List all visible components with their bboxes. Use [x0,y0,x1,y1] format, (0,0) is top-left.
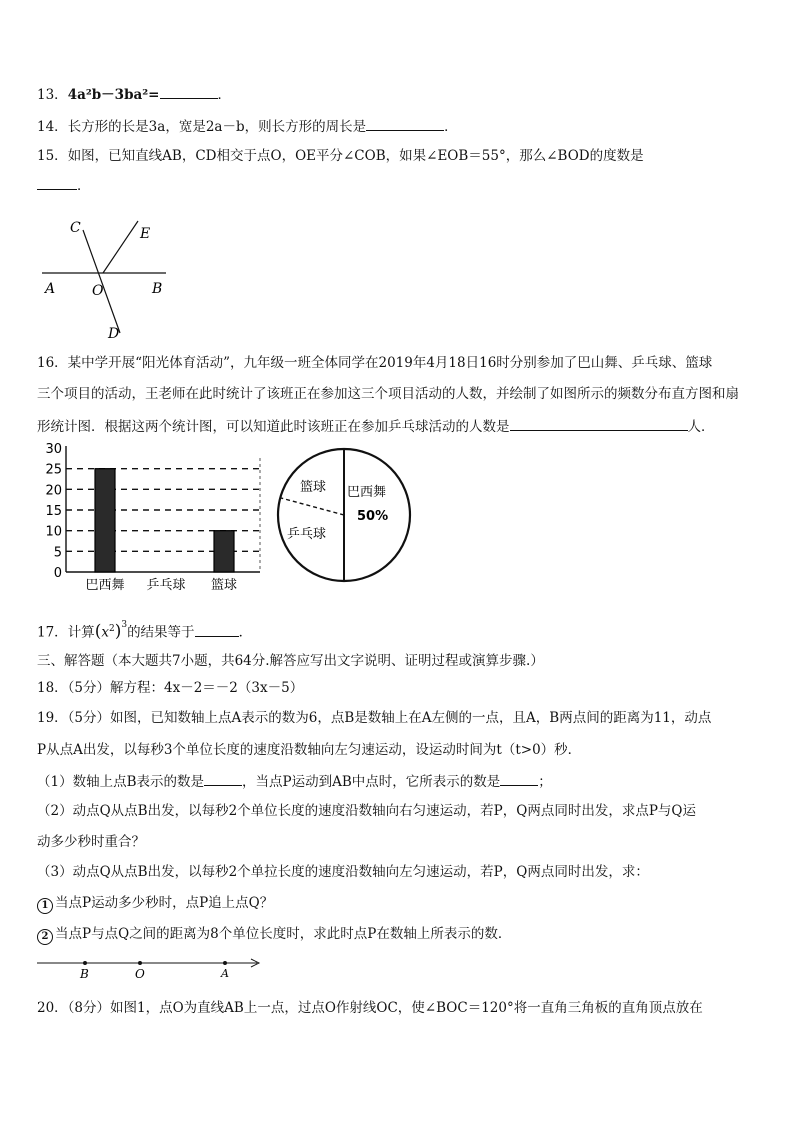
q19-sub1-text-a: （1）数轴上点B表示的数是 [37,774,205,790]
label-b: B [152,281,163,297]
point-b [83,961,87,965]
q15-end: ． [77,178,91,194]
q14-number: 14． [37,119,68,135]
question-19-sub1 [37,771,552,791]
q15-number: 15． [37,148,68,164]
question-16-line2: 三个项目的活动，王老师在此时统计了该班正在参加这三个项目活动的人数，并绘制了如图所示的频数分布直方图和扇 [37,386,739,402]
section-3-heading: 三、解答题（本大题共7小题，共64分.解答应写出文字说明、证明过程或演算步骤.） [37,653,544,669]
question-15 [37,147,644,165]
point-a [223,961,227,965]
bar-chart-bars [95,469,234,572]
question-19-sub2a: （2）动点Q从点B出发，以每秒2个单位长度的速度沿数轴向右匀速运动，若P，Q两点同时出发，求点P与Q运 [37,803,696,819]
number-line [35,953,267,983]
y-tick-label: 25 [45,462,62,478]
question-14 [37,116,458,136]
y-tick-label: 30 [45,442,62,457]
question-19-sub3: （3）动点Q从点B出发，以每秒2个单拉长度的速度沿数轴向左匀速运动，若P，Q两点同时出发，求： [37,864,649,880]
q19-case2-text: 当点P与点Q之间的距离为8个单位长度时，求此时点P在数轴上所表示的数． [55,926,512,942]
question-13 [37,84,231,104]
q17-post: 的结果等于 [127,624,195,641]
y-tick-label: 20 [45,483,62,499]
pie-label-percent: 50% [357,509,389,524]
q17-outer-exp: 3 [121,620,128,630]
label-point-a: A [221,967,229,980]
question-19-line2: P从点A出发，以每秒3个单位长度的速度沿数轴向左匀速运动，设运动时间为t（t>0）秒． [37,742,582,758]
q13-end: ． [217,87,231,103]
q17-base: x [101,624,109,641]
circled-one-icon: 1 [37,898,53,914]
q17-end: ． [238,624,253,641]
q16-end: 人． [687,419,715,435]
question-19-case2 [37,925,511,945]
y-tick-label: 10 [45,524,62,540]
frequency-bar-chart [38,440,268,596]
q17-lparen: ( [94,621,102,642]
q17-pre: 计算 [67,624,95,641]
label-e: E [140,226,151,242]
pie-divider-dashed [281,498,344,515]
label-point-b: B [80,967,89,981]
pie-label-basketball: 篮球 [300,480,327,495]
q17-rparen: ) [114,621,122,642]
y-tick-label: 0 [53,566,62,581]
q17-inner-exp: 2 [108,624,115,634]
q13-answer-blank[interactable] [160,84,218,99]
question-16-line1: 16．某中学开展“阳光体育活动”，九年级一班全体同学在2019年4月18日16时分别参加了巴山舞、乒乓球、篮球 [37,355,713,371]
question-19-line1: 19．（5分）如图，已知数轴上点A表示的数为6，点B是数轴上在A左侧的一点，且A，B两点间的距离为11，动点 [37,710,712,726]
label-a: A [45,281,56,297]
pie-label-pingpong: 乒乓球 [287,527,327,542]
question-16-line3 [37,416,715,436]
q14-text: 长方形的长是3a，宽是2a－b，则长方形的周长是 [67,119,367,135]
bar [95,469,115,572]
q15-angle-figure [30,205,180,345]
pie-label-baxiwu: 巴西舞 [347,485,387,500]
q17-answer-blank[interactable] [195,622,239,637]
bar [214,531,234,572]
q16-answer-blank[interactable] [510,416,688,431]
q19-sub1-text-c: ； [538,774,552,790]
y-tick-label: 15 [45,504,62,519]
y-tick-label: 5 [53,545,62,561]
question-17 [37,620,252,642]
category-label: 乒乓球 [146,578,186,593]
category-label: 篮球 [210,578,238,593]
q19-case1-text: 当点P运动多少秒时，点P追上点Q？ [55,895,274,911]
line-cd [83,230,120,333]
q15-answer-blank[interactable] [37,175,77,190]
question-19-case1 [37,894,273,914]
label-d: D [108,326,120,342]
point-o [138,961,142,965]
bar-chart-categories [85,577,237,593]
circled-two-icon: 2 [37,929,53,945]
label-point-o: O [135,967,145,981]
question-18: 18．（5分）解方程：4x－2＝－2（3x－5） [37,680,304,696]
q15-text: 如图，已知直线AB，CD相交于点O，OE平分∠COB，如果∠EOB＝55°，那么∠BOD的度数是 [67,148,644,164]
q19-sub1-blank-1[interactable] [204,771,242,786]
question-20: 20．（8分）如图1，点O为直线AB上一点，过点O作射线OC，使∠BOC＝120°将一直角三角板的直角顶点放在 [37,1000,703,1016]
q17-number: 17． [37,624,68,641]
q13-expression: 4a²b－3ba²= [67,87,160,103]
ray-oe [103,221,138,273]
q13-number: 13． [37,87,68,103]
category-label: 巴西舞 [85,578,125,593]
q19-sub1-text-b: ，当点P运动到AB中点时，它所表示的数是 [242,774,501,790]
q14-end: ． [444,119,458,135]
q14-answer-blank[interactable] [366,116,444,131]
q16-text: 形统计图．根据这两个统计图，可以知道此时该班正在参加乒乓球活动的人数是 [37,419,510,435]
question-15-cont [37,175,91,195]
question-19-sub2b: 动多少秒时重合？ [37,834,145,850]
pie-chart [275,446,415,586]
q19-sub1-blank-2[interactable] [500,771,538,786]
label-c: C [70,220,81,236]
label-o: O [92,283,104,299]
